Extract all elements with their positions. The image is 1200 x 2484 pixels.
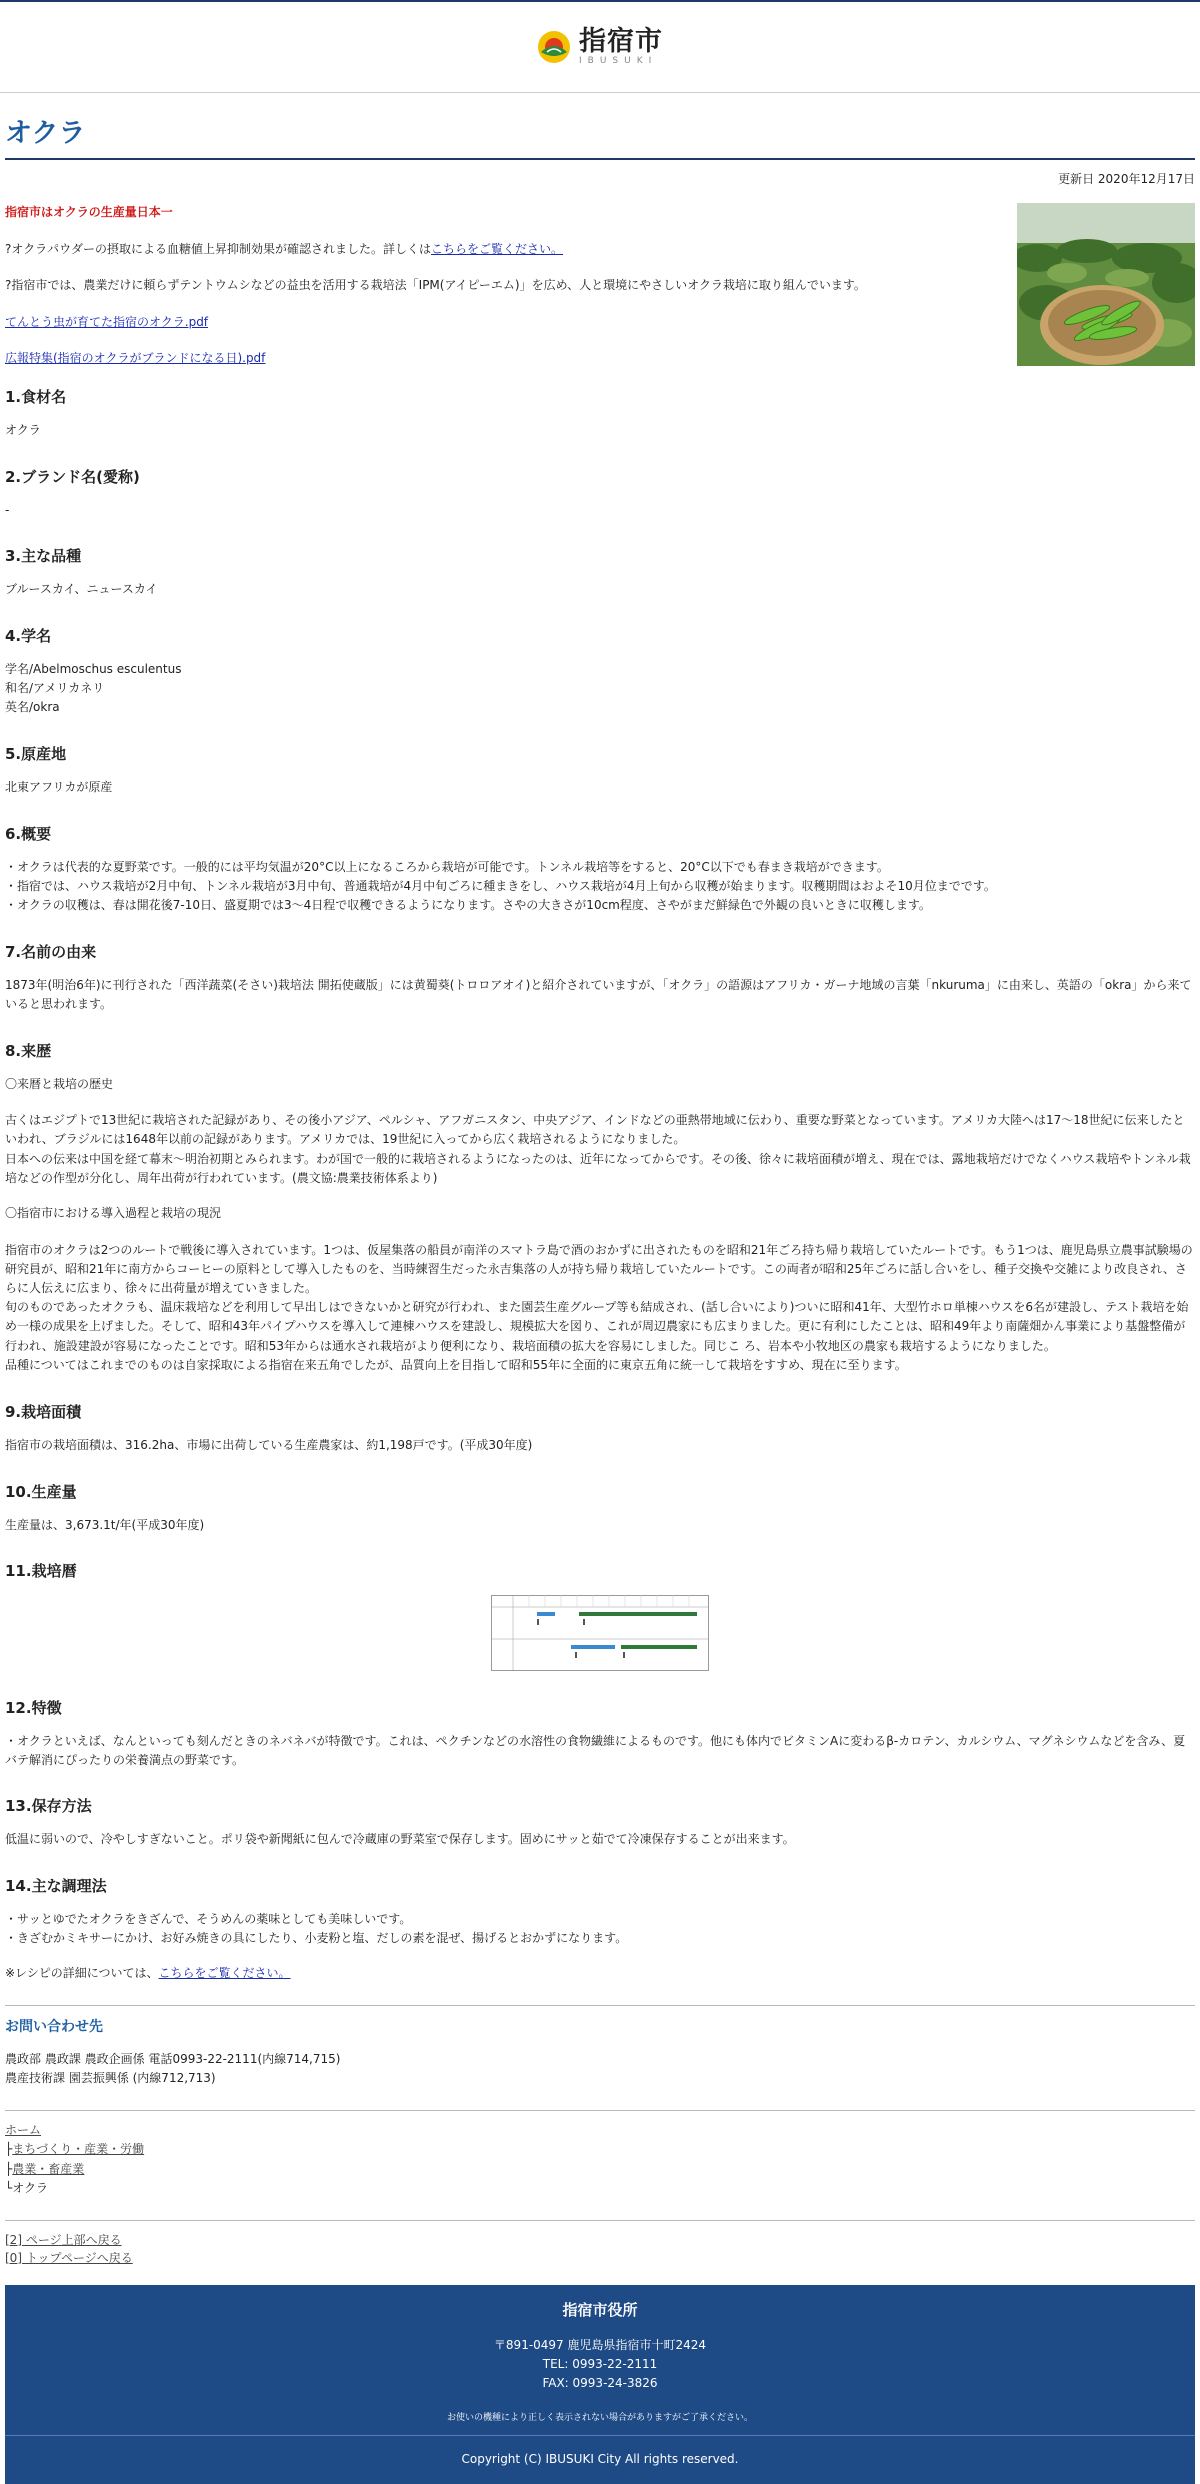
section-title-production: 10.生産量 — [5, 1482, 77, 1501]
main-content — [0, 103, 1200, 2267]
footer-address: 〒891-0497 鹿児島県指宿市十町2424 — [493, 2337, 707, 2352]
okra-photo — [1017, 203, 1195, 366]
site-name: 指宿市 — [579, 26, 663, 57]
section-title-overview: 6.概要 — [5, 824, 52, 843]
footer-notice: お使いの機種により正しく表示されない場合がありますがご了承ください。 — [446, 2412, 753, 2423]
section-body-name-origin: 1873年(明治6年)に刊行された「西洋蔬菜(そさい)栽培法 開拓使蔵版」には黄蜀葵(トロロアオイ)と紹介されていますが、「オクラ」の語源はアフリカ・ガーナ地域の言葉「nkuruma」に由来し、英語の「okra」から来ていると思われます。 — [5, 978, 1192, 1012]
page-nav — [5, 2220, 1195, 2267]
intro-paragraph-1: ?オクラパウダーの摂取による血糖値上昇抑制効果が確認されました。詳しくはこちらをご覧ください。 — [5, 241, 564, 256]
section-body-brand: - — [5, 502, 10, 517]
history-body-1: 古くはエジプトで13世紀に栽培された記録があり、その後小アジア、ペルシャ、アフガニスタン、中央アジア、インドなどの亜熱帯地域に伝わり、重要な野菜となっています。アメリカ大陸へは17〜18世紀に伝来したといわれ、ブラジルには1648年以前の記録があります。アメリカでは、19世紀に入ってから広く栽培されるようになりました。 日本への伝来は中国を経て幕末〜明治初期とみられます。わが国で一般的に栽培されるようになったのは、近年になってからです。その後、徐々に栽培面積が増え、現在では、露地栽培だけでなくハウス栽培やトンネル栽培などの作型が分化し、周年出荷が行われています。(農文協:農業技術体系より) — [5, 1113, 1191, 1185]
history-subheading-2: 〇指宿市における導入過程と栽培の現況 — [5, 1206, 222, 1220]
site-logo[interactable] — [537, 28, 663, 66]
contact-title: お問い合わせ先 — [5, 2018, 103, 2035]
intro-paragraph-2: ?指宿市では、農業だけに頼らずテントウムシなどの益虫を活用する栽培法「IPM(アイピーエム)」を広め、人と環境にやさしいオクラ栽培に取り組んでいます。 — [5, 278, 866, 293]
section-title-history: 8.来歴 — [5, 1041, 52, 1060]
recipe-link[interactable]: こちらをご覧ください。 — [158, 1966, 291, 1981]
section-title-varieties: 3.主な品種 — [5, 547, 82, 566]
section-body-cultivation-area: 指宿市の栽培面積は、316.2ha、市場に出荷している生産農家は、約1,198戸です。(平成30年度) — [5, 1437, 533, 1452]
footer-tel: TEL: 0993-22-2111 — [542, 2357, 658, 2372]
section-title-name-origin: 7.名前の由来 — [5, 943, 97, 962]
section-body-origin: 北東アフリカが原産 — [5, 780, 113, 795]
site-footer — [5, 2285, 1195, 2484]
history-subheading-1: 〇来暦と栽培の歴史 — [5, 1076, 114, 1091]
health-effect-link[interactable]: こちらをご覧ください。 — [431, 241, 564, 256]
footer-copyright: Copyright (C) IBUSUKI City All rights reserved. — [5, 2435, 1195, 2484]
section-body-overview: ・オクラは代表的な夏野菜です。一般的には平均気温が20°C以上になるころから栽培が可能です。トンネル栽培等をすると、20°C以下でも春まき栽培ができます。 ・指宿では、ハウス栽培が2月中旬、トンネル栽培が3月中旬、普通栽培が4月中旬ごろに種まきをし、ハウス栽培が4月上旬から収穫が始まります。収穫期間はおよそ10月位までです。 ・オクラの収穫は、春は開花後7-10日、盛夏期では3〜4日程で収穫できるようになります。さやの大きさが10cm程度、さやがまだ鮮緑色で外観の良いときに収穫します。 — [5, 859, 996, 913]
section-body-scientific-name: 学名/Abelmoschus esculentus 和名/アメリカネリ 英名/okra — [5, 661, 182, 715]
section-title-food-name: 1.食材名 — [5, 387, 67, 406]
headline-highlight: 指宿市はオクラの生産量日本一 — [5, 205, 173, 219]
cultivation-calendar-image — [491, 1595, 709, 1671]
pr-feature-pdf-link[interactable]: 広報特集(指宿のオクラがブランドになる日).pdf — [5, 351, 266, 366]
ladybug-okra-pdf-link[interactable]: てんとう虫が育てた指宿のオクラ.pdf — [5, 314, 209, 329]
section-title-brand: 2.ブランド名(愛称) — [5, 467, 140, 486]
footer-office-name: 指宿市役所 — [562, 2300, 638, 2319]
breadcrumb-town-industry[interactable]: まちづくり・産業・労働 — [12, 2142, 145, 2157]
section-body-varieties: ブルースカイ、ニュースカイ — [5, 582, 158, 597]
section-title-features: 12.特徴 — [5, 1699, 62, 1718]
section-title-cooking: 14.主な調理法 — [5, 1876, 107, 1895]
site-name-en: IBUSUKI — [579, 56, 658, 66]
section-body-food-name: オクラ — [5, 422, 41, 437]
contact-line-2: 農産技術課 園芸振興係 (内線712,713) — [5, 2071, 216, 2086]
contact-section — [5, 2005, 1195, 2088]
page-title: オクラ — [5, 103, 1195, 160]
breadcrumb-home[interactable]: ホーム — [5, 2123, 42, 2138]
contact-line-1: 農政部 農政課 農政企画係 電話0993‐22‐2111(内線714,715) — [5, 2051, 341, 2066]
site-header — [0, 2, 1200, 93]
section-body-production: 生産量は、3,673.1t/年(平成30年度) — [5, 1517, 205, 1532]
breadcrumb: ホーム ├まちづくり・産業・労働 ├農業・畜産業 └オクラ — [5, 2110, 1195, 2198]
section-title-cultivation-area: 9.栽培面積 — [5, 1402, 82, 1421]
section-body-features: ・オクラといえば、なんといっても刻んだときのネバネバが特徴です。これは、ペクチンなどの水溶性の食物繊維によるものです。他にも体内でビタミンAに変わるβ‐カロテン、カルシウム、マグネシウムなどを含み、夏バテ解消にぴったりの栄養満点の野菜です。 — [5, 1734, 1186, 1767]
section-body-storage: 低温に弱いので、冷やしすぎないこと。ポリ袋や新聞紙に包んで冷蔵庫の野菜室で保存します。固めにサッと茹でて冷凍保存することが出来ます。 — [5, 1832, 795, 1847]
breadcrumb-agriculture[interactable]: 農業・畜産業 — [12, 2161, 85, 2176]
city-emblem-icon — [537, 30, 571, 64]
back-to-home-link[interactable]: [0] トップページへ戻る — [5, 2250, 133, 2265]
section-title-calendar: 11.栽培暦 — [5, 1562, 77, 1581]
section-title-origin: 5.原産地 — [5, 745, 67, 764]
recipe-paragraph: ※レシピの詳細については、こちらをご覧ください。 — [5, 1966, 291, 1981]
updated-date: 更新日 2020年12月17日 — [1058, 172, 1195, 186]
section-body-cooking: ・サッとゆでたオクラをきざんで、そうめんの薬味としても美味しいです。 ・きざむかミキサーにかけ、お好み焼きの具にしたり、小麦粉と塩、だしの素を混ぜ、揚げるとおかずになります。 — [5, 1911, 628, 1946]
back-to-top-link[interactable]: [2] ページ上部へ戻る — [5, 2232, 122, 2247]
breadcrumb-current: オクラ — [12, 2180, 48, 2195]
section-title-scientific-name: 4.学名 — [5, 626, 52, 645]
history-body-2: 指宿市のオクラは2つのルートで戦後に導入されています。1つは、仮屋集落の船員が南洋のスマトラ島で酒のおかずに出されたものを昭和21年ごろ持ち帰り栽培していたルートです。もう1つは、鹿児島県立農事試験場の研究員が、昭和21年に南方からコーヒーの原料として導入したものを、当時練習生だった永吉集落の人が持ち帰り栽培していたルートです。この両者が昭和25年ごろに話し合いをし、種子交換や交雑により改良され、さらに人伝えに広まり、徐々に出荷量が増えていきました。 旬のものであったオクラも、温床栽培などを利用して早出しはできないかと研究が行われ、また園芸生産グループ等も結成され、(話し合いにより)ついに昭和41年、大型竹ホロ単棟ハウスを6名が建設し、テスト栽培を始め一様の成果を上げました。そして、昭和43年パイプハウスを導入して連棟ハウスを建設し、規模拡大を図り、これが周辺農家にも広まりました。更に有利にしたことは、昭和49年より南薩畑かん事業により基盤整備が行われ、施設建設が容易になったことです。昭和53年からは通水され栽培がより便利になり、栽培面積の拡大を容易にしました。同じこ ろ、岩本や小牧地区の農家も栽培するようになりました。 品種についてはこれまでのものは自家採取による指宿在来五角でしたが、品質向上を目指して昭和55年に全面的に東京五角に統一して栽培をすすめ、現在に至ります。 — [5, 1242, 1193, 1372]
footer-fax: FAX: 0993-24-3826 — [542, 2376, 658, 2391]
section-title-storage: 13.保存方法 — [5, 1797, 92, 1816]
